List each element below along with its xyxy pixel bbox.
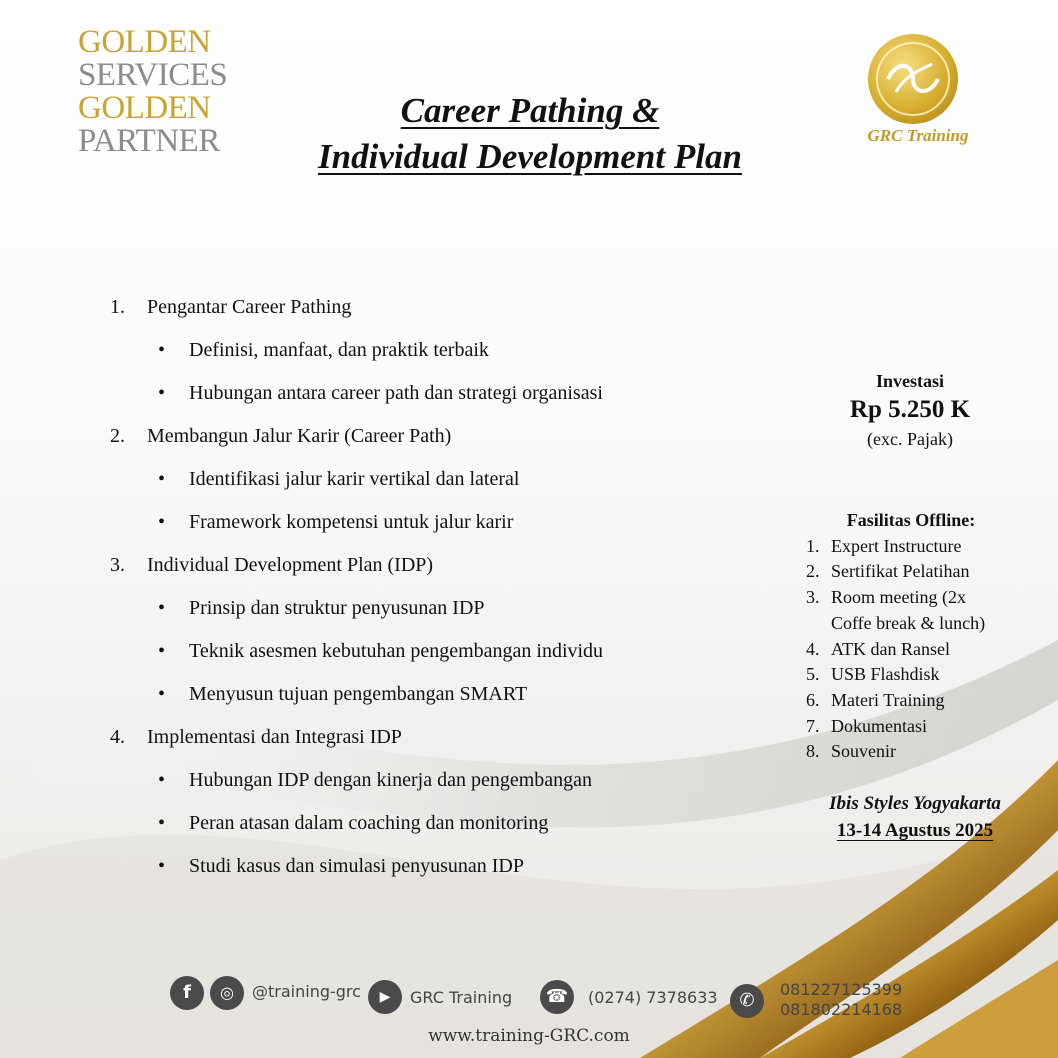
outline-subtopic: [110, 849, 750, 892]
youtube-channel[interactable]: GRC Training: [410, 988, 513, 1007]
outline-subtopic: [110, 505, 750, 548]
bullet-icon: •: [158, 339, 166, 361]
facility-item: [806, 534, 1036, 560]
whatsapp-number-1[interactable]: 081227125399: [780, 980, 903, 999]
outline-topic: [110, 419, 750, 462]
subtopic-text: Prinsip dan struktur penyusunan IDP: [189, 597, 485, 619]
phone-number[interactable]: (0274) 7378633: [588, 988, 718, 1007]
outline-subtopic: [110, 462, 750, 505]
subtopic-text: Framework kompetensi untuk jalur karir: [189, 511, 514, 533]
social-handle[interactable]: @training-grc: [252, 982, 361, 1001]
whatsapp-number-2[interactable]: 081802214168: [780, 1000, 903, 1019]
facility-text: Dokumentasi: [831, 715, 927, 736]
facility-number: 1.: [806, 535, 820, 556]
bullet-icon: •: [158, 812, 166, 834]
outline-subtopic: [110, 763, 750, 806]
bullet-icon: •: [158, 511, 166, 533]
subtopic-text: Studi kasus dan simulasi penyusunan IDP: [189, 855, 524, 877]
subtopic-text: Peran atasan dalam coaching dan monitoring: [189, 812, 549, 834]
outline-topic: [110, 548, 750, 591]
logo-line-4: PARTNER: [78, 123, 220, 159]
facility-number: 3.: [806, 587, 820, 608]
outline-subtopic: [110, 806, 750, 849]
bullet-icon: •: [158, 640, 166, 662]
facility-item: [806, 585, 1036, 611]
facility-number: 6.: [806, 689, 820, 710]
golden-partner-logo: [78, 26, 227, 158]
outline-subtopic: [110, 591, 750, 634]
facility-text: Materi Training: [831, 689, 945, 710]
subtopic-text: Menyusun tujuan pengembangan SMART: [189, 683, 528, 705]
subtopic-text: Teknik asesmen kebutuhan pengembangan individu: [189, 640, 604, 662]
topic-number: 2.: [110, 425, 125, 447]
outline-subtopic: [110, 677, 750, 720]
bullet-icon: •: [158, 468, 166, 490]
course-outline: [110, 290, 750, 892]
venue-place: Ibis Styles Yogyakarta: [829, 793, 1001, 814]
facility-text: Expert Instructure: [831, 535, 962, 556]
investment-price: Rp 5.250 K: [849, 396, 971, 423]
youtube-icon[interactable]: ▶: [368, 980, 402, 1014]
title-line-1: Career Pathing &: [400, 91, 660, 130]
outline-subtopic: [110, 634, 750, 677]
outline-subtopic: [110, 333, 750, 376]
facility-item: [806, 688, 1036, 714]
facility-text: Souvenir: [831, 741, 896, 762]
investment-box: [820, 368, 1000, 452]
subtopic-text: Hubungan IDP dengan kinerja dan pengembangan: [189, 769, 593, 791]
facility-text: Sertifikat Pelatihan: [831, 561, 970, 582]
logo-line-1: GOLDEN: [78, 24, 211, 60]
facility-item: [806, 559, 1036, 585]
whatsapp-numbers[interactable]: [780, 980, 902, 1020]
bullet-icon: •: [158, 683, 166, 705]
website-link[interactable]: www.training-GRC.com: [428, 1026, 630, 1046]
subtopic-text: Identifikasi jalur karir vertikal dan lateral: [189, 468, 520, 490]
facility-number: 7.: [806, 715, 820, 736]
bullet-icon: •: [158, 769, 166, 791]
facility-number: 2.: [806, 561, 820, 582]
bullet-icon: •: [158, 597, 166, 619]
globe-emblem-icon: [868, 34, 958, 124]
investment-label: Investasi: [875, 371, 944, 391]
facility-item: [806, 662, 1036, 688]
venue-info: [790, 790, 1040, 844]
facility-number: 8.: [806, 741, 820, 762]
whatsapp-icon[interactable]: ✆: [730, 984, 764, 1018]
brand-name: GRC Training: [867, 126, 969, 145]
topic-title: Individual Development Plan (IDP): [147, 554, 434, 576]
facilities-list: [806, 508, 1036, 765]
facility-text: Room meeting (2x: [831, 587, 966, 608]
outline-topic: [110, 720, 750, 763]
subtopic-text: Definisi, manfaat, dan praktik terbaik: [189, 339, 489, 361]
bullet-icon: •: [158, 855, 166, 877]
topic-number: 1.: [110, 296, 125, 318]
facility-number: 5.: [806, 664, 820, 685]
bullet-icon: •: [158, 382, 166, 404]
facility-item: [806, 714, 1036, 740]
logo-line-2: SERVICES: [78, 57, 228, 93]
phone-icon[interactable]: ☎: [540, 980, 574, 1014]
subtopic-text: Hubungan antara career path dan strategi organisasi: [189, 382, 603, 404]
footer: [0, 970, 1058, 1058]
page-title: [240, 88, 820, 180]
topic-title: Membangun Jalur Karir (Career Path): [147, 425, 452, 447]
outline-subtopic: [110, 376, 750, 419]
topic-number: 4.: [110, 726, 125, 748]
facilities-title: Fasilitas Offline:: [846, 510, 976, 530]
topic-title: Pengantar Career Pathing: [147, 296, 352, 318]
outline-topic: [110, 290, 750, 333]
facebook-icon[interactable]: f: [170, 976, 204, 1010]
facility-text: Coffe break & lunch): [831, 612, 986, 633]
facility-item: [806, 611, 1036, 637]
facility-item: [806, 637, 1036, 663]
topic-number: 3.: [110, 554, 125, 576]
facility-text: USB Flashdisk: [831, 664, 940, 685]
title-line-2: Individual Development Plan: [318, 137, 742, 176]
venue-date: 13-14 Agustus 2025: [836, 820, 994, 841]
logo-line-3: GOLDEN: [78, 90, 211, 126]
facility-number: 4.: [806, 638, 820, 659]
grc-training-logo: [838, 34, 998, 154]
facility-text: ATK dan Ransel: [831, 638, 950, 659]
facility-item: [806, 739, 1036, 765]
instagram-icon[interactable]: ◎: [210, 976, 244, 1010]
investment-note: (exc. Pajak): [867, 429, 953, 449]
topic-title: Implementasi dan Integrasi IDP: [147, 726, 402, 748]
